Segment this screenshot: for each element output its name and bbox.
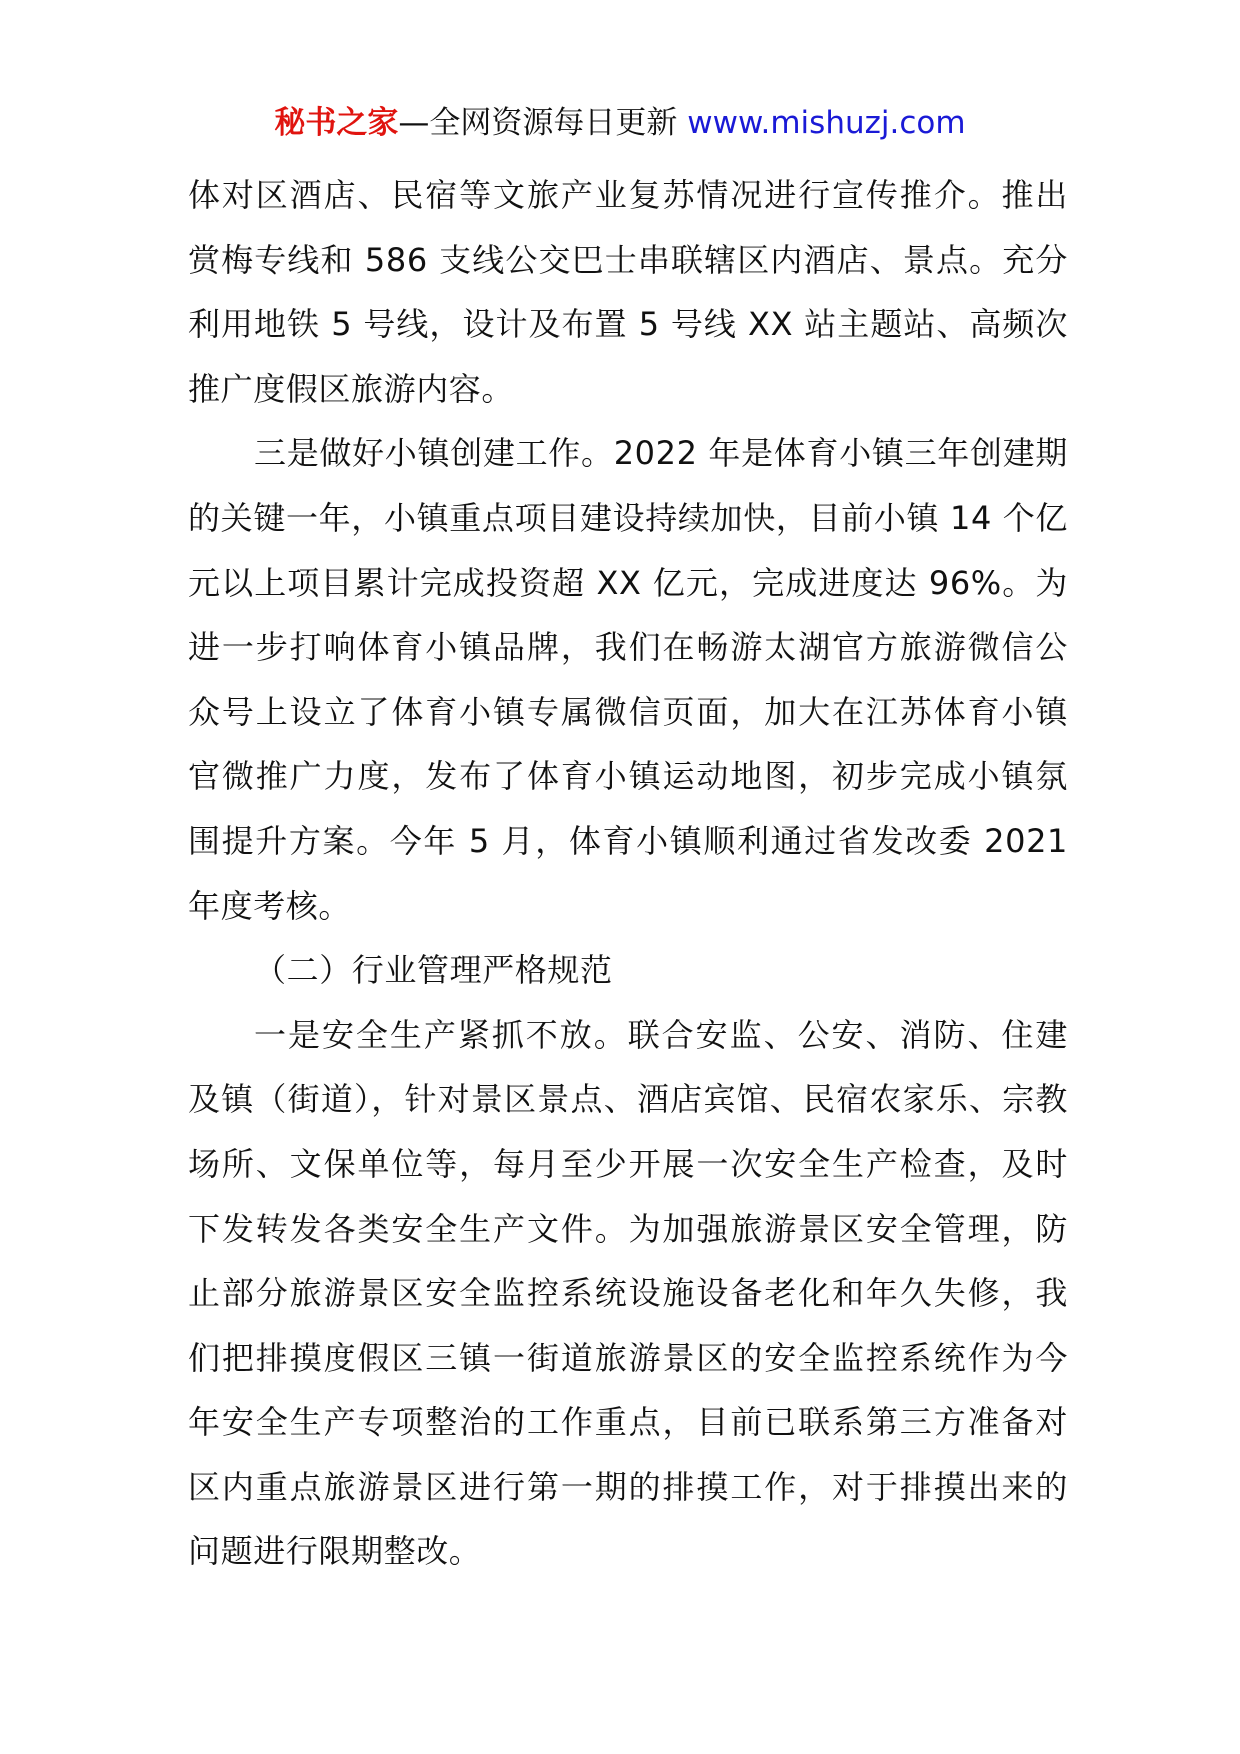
- paragraph-safety-production: 一是安全生产紧抓不放。联合安监、公安、消防、住建及镇（街道），针对景区景点、酒店宾馆、民宿农家乐、宗教场所、文保单位等，每月至少开展一次安全生产检查，及时下发转发各类安全生产文件。为加强旅游景区安全管理，防止部分旅游景区安全监控系统设施设备老化和年久失修，我们把排摸度假区三镇一街道旅游景区的安全监控系统作为今年安全生产专项整治的工作重点，目前已联系第三方准备对区内重点旅游景区进行第一期的排摸工作，对于排摸出来的问题进行限期整改。: [188, 1015, 1068, 1571]
- page-header: [0, 103, 1240, 143]
- section-heading: （二）行业管理严格规范: [254, 951, 613, 990]
- paragraph-continued: 体对区酒店、民宿等文旅产业复苏情况进行宣传推介。推出赏梅专线和 586 支线公交巴士串联辖区内酒店、景点。充分利用地铁 5 号线，设计及布置 5 号线 XX 站主题站、高频次推广度假区旅游内容。: [188, 176, 1068, 408]
- brand-name: 秘书之家: [274, 105, 399, 141]
- document-body: [188, 163, 1068, 1584]
- header-slogan: —全网资源每日更新: [398, 105, 688, 141]
- site-link[interactable]: www.mishuzj.com: [687, 105, 966, 141]
- paragraph-town-building: 三是做好小镇创建工作。2022 年是体育小镇三年创建期的关键一年，小镇重点项目建设持续加快，目前小镇 14 个亿元以上项目累计完成投资超 XX 亿元，完成进度达 96%。为进一步打响体育小镇品牌，我们在畅游太湖官方旅游微信公众号上设立了体育小镇专属微信页面，加大在江苏体育小镇官微推广力度，发布了体育小镇运动地图，初步完成小镇氛围提升方案。今年 5 月，体育小镇顺利通过省发改委 2021 年度考核。: [188, 434, 1068, 925]
